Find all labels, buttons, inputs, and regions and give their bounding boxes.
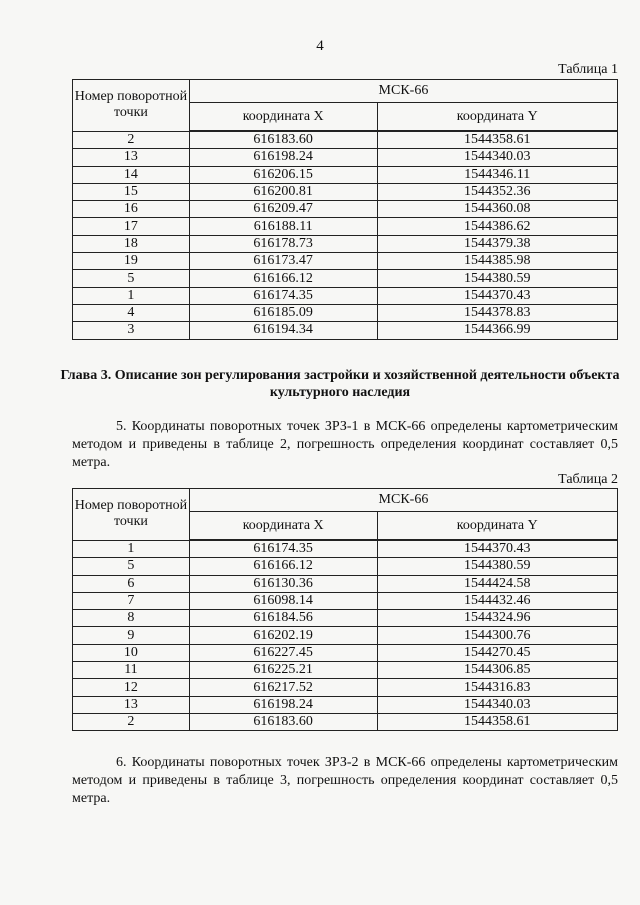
coord-y-cell: 1544358.61 [377,713,618,730]
coord-y-cell: 1544370.43 [377,540,618,558]
coord-x-cell: 616184.56 [189,610,377,627]
coord-y-cell: 1544306.85 [377,662,618,679]
table-row [73,201,618,218]
table2-header-group: МСК-66 [189,489,617,512]
coord-x-cell: 616183.60 [189,713,377,730]
coord-x-cell: 616200.81 [189,183,377,200]
coord-y-cell: 1544380.59 [377,270,618,287]
table-row [73,218,618,235]
coord-y-cell: 1544358.61 [377,131,618,149]
table-row [73,696,618,713]
point-number-cell: 6 [73,575,190,592]
point-number-cell: 1 [73,287,190,304]
table2-header-x: координата X [189,512,377,541]
coord-y-cell: 1544379.38 [377,235,618,252]
coord-y-cell: 1544324.96 [377,610,618,627]
table-row [73,304,618,321]
coord-y-cell: 1544370.43 [377,287,618,304]
point-number-cell: 5 [73,558,190,575]
table-row [73,149,618,166]
coord-x-cell: 616183.60 [189,131,377,149]
point-number-cell: 19 [73,253,190,270]
coord-y-cell: 1544360.08 [377,201,618,218]
coord-y-cell: 1544386.62 [377,218,618,235]
table2-header-y: координата Y [377,512,618,541]
coord-x-cell: 616166.12 [189,558,377,575]
table-row [73,662,618,679]
coord-y-cell: 1544346.11 [377,166,618,183]
point-number-cell: 13 [73,149,190,166]
coord-y-cell: 1544340.03 [377,149,618,166]
coord-y-cell: 1544424.58 [377,575,618,592]
point-number-cell: 5 [73,270,190,287]
point-number-cell: 13 [73,696,190,713]
table1-header-point: Номер поворотной точки [73,80,190,132]
coord-x-cell: 616178.73 [189,235,377,252]
table-row [73,558,618,575]
table-row [73,183,618,200]
table1-caption: Таблица 1 [558,62,618,77]
coord-y-cell: 1544270.45 [377,644,618,661]
point-number-cell: 9 [73,627,190,644]
table2 [72,488,618,731]
coord-x-cell: 616166.12 [189,270,377,287]
coord-y-cell: 1544316.83 [377,679,618,696]
table-row [73,253,618,270]
coord-y-cell: 1544352.36 [377,183,618,200]
coord-y-cell: 1544300.76 [377,627,618,644]
point-number-cell: 8 [73,610,190,627]
table1-header-x: координата X [189,103,377,132]
point-number-cell: 18 [73,235,190,252]
table-row [73,713,618,730]
table-row [73,644,618,661]
coord-x-cell: 616225.21 [189,662,377,679]
point-number-cell: 15 [73,183,190,200]
coord-x-cell: 616185.09 [189,304,377,321]
point-number-cell: 14 [73,166,190,183]
point-number-cell: 16 [73,201,190,218]
point-number-cell: 3 [73,322,190,339]
table1-header-group: МСК-66 [189,80,617,103]
table-row [73,575,618,592]
table-row [73,235,618,252]
table-row [73,679,618,696]
coord-x-cell: 616209.47 [189,201,377,218]
coord-x-cell: 616202.19 [189,627,377,644]
table-row [73,287,618,304]
table-row [73,322,618,339]
coord-x-cell: 616188.11 [189,218,377,235]
point-number-cell: 4 [73,304,190,321]
point-number-cell: 2 [73,713,190,730]
point-number-cell: 17 [73,218,190,235]
coord-x-cell: 616198.24 [189,149,377,166]
table-row [73,131,618,149]
coord-x-cell: 616098.14 [189,592,377,609]
coord-x-cell: 616173.47 [189,253,377,270]
table2-caption: Таблица 2 [558,472,618,487]
coord-y-cell: 1544366.99 [377,322,618,339]
coord-x-cell: 616174.35 [189,287,377,304]
table1-header-y: координата Y [377,103,618,132]
table1 [72,79,618,340]
point-number-cell: 2 [73,131,190,149]
coord-y-cell: 1544378.83 [377,304,618,321]
point-number-cell: 7 [73,592,190,609]
point-number-cell: 10 [73,644,190,661]
table-row [73,540,618,558]
coord-x-cell: 616194.34 [189,322,377,339]
table-row [73,592,618,609]
table-row [73,627,618,644]
coord-x-cell: 616130.36 [189,575,377,592]
table-row [73,610,618,627]
point-number-cell: 1 [73,540,190,558]
coord-y-cell: 1544432.46 [377,592,618,609]
paragraph-6: 6. Координаты поворотных точек ЗРЗ-2 в МСК-66 определены картометрическим методом и приведены в таблице 3, погрешность определения координат составляет 0,5 метра. [72,755,618,806]
table2-header-point: Номер поворотной точки [73,489,190,541]
coord-y-cell: 1544340.03 [377,696,618,713]
table-row [73,166,618,183]
coord-x-cell: 616174.35 [189,540,377,558]
coord-x-cell: 616206.15 [189,166,377,183]
coord-y-cell: 1544380.59 [377,558,618,575]
page-number: 4 [316,38,324,54]
coord-x-cell: 616198.24 [189,696,377,713]
coord-y-cell: 1544385.98 [377,253,618,270]
coord-x-cell: 616217.52 [189,679,377,696]
paragraph-5: 5. Координаты поворотных точек ЗРЗ-1 в МСК-66 определены картометрическим методом и приведены в таблице 2, погрешность определения координат составляет 0,5 метра. [72,419,618,470]
point-number-cell: 12 [73,679,190,696]
point-number-cell: 11 [73,662,190,679]
coord-x-cell: 616227.45 [189,644,377,661]
chapter-heading: Глава 3. Описание зон регулирования застройки и хозяйственной деятельности объекта культурного наследия [60,368,620,400]
table-row [73,270,618,287]
